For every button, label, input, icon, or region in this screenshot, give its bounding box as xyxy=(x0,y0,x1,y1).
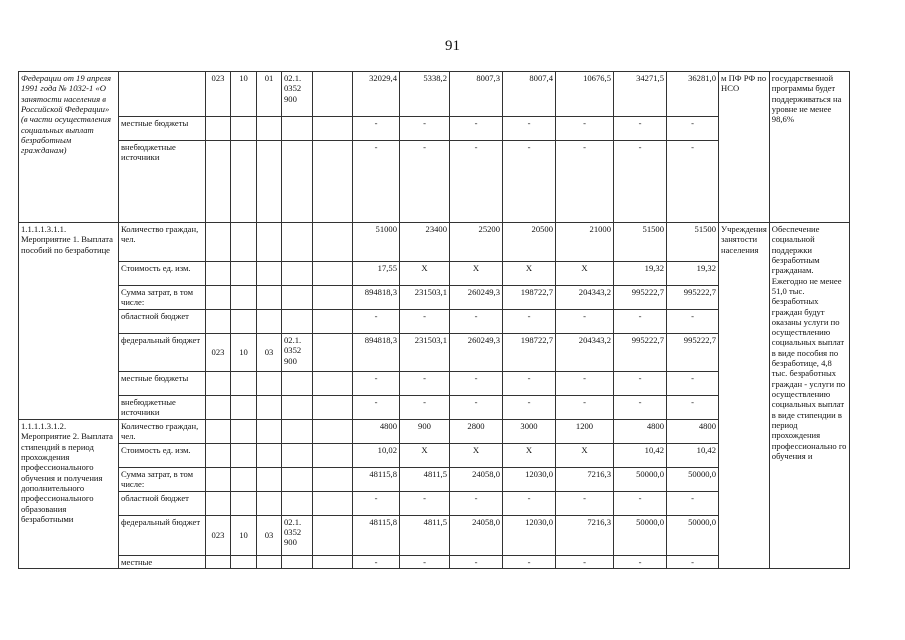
code-cell xyxy=(231,555,257,568)
value-cell: - xyxy=(503,310,556,334)
source-label-cell: областной бюджет xyxy=(119,491,206,515)
code-cell: 03 xyxy=(257,515,282,555)
code-cell xyxy=(206,467,231,491)
value-cell: 7216,3 xyxy=(556,467,614,491)
empty-cell xyxy=(313,420,353,444)
value-cell: 900 xyxy=(400,420,450,444)
value-cell: - xyxy=(667,396,719,420)
code-cell xyxy=(282,310,313,334)
value-cell: - xyxy=(450,491,503,515)
empty-cell xyxy=(313,141,353,223)
value-cell: 23400 xyxy=(400,223,450,262)
value-cell: 10,42 xyxy=(614,443,667,467)
code-cell: 10 xyxy=(231,72,257,117)
value-cell: 260249,3 xyxy=(450,286,503,310)
code-cell xyxy=(282,396,313,420)
value-cell: 4800 xyxy=(667,420,719,444)
value-cell: 36281,0 xyxy=(667,72,719,117)
value-cell: 4800 xyxy=(614,420,667,444)
source-label-cell: внебюджетные источники xyxy=(119,396,206,420)
program-table xyxy=(18,71,850,569)
code-cell: 10 xyxy=(231,515,257,555)
value-cell: X xyxy=(400,443,450,467)
value-cell: - xyxy=(556,141,614,223)
value-cell: X xyxy=(556,443,614,467)
value-cell: 32029,4 xyxy=(353,72,400,117)
code-cell xyxy=(257,372,282,396)
value-cell: - xyxy=(400,491,450,515)
value-cell: - xyxy=(353,372,400,396)
value-cell: - xyxy=(450,555,503,568)
value-cell: 995222,7 xyxy=(614,286,667,310)
value-cell: - xyxy=(353,555,400,568)
code-cell: 01 xyxy=(257,72,282,117)
value-cell: X xyxy=(503,262,556,286)
value-cell: - xyxy=(667,555,719,568)
code-cell: 03 xyxy=(257,334,282,372)
source-label-cell: областной бюджет xyxy=(119,310,206,334)
measure-name-cell: Федерации от 19 апреля 1991 года № 1032-1 «О занятости населения в Российской Федерации» (в части осуществления социальных выплат безработным гражданам) xyxy=(19,72,119,223)
code-cell xyxy=(206,396,231,420)
value-cell: 19,32 xyxy=(667,262,719,286)
code-cell xyxy=(231,262,257,286)
value-cell: 48115,8 xyxy=(353,467,400,491)
value-cell: X xyxy=(400,262,450,286)
value-cell: - xyxy=(503,555,556,568)
empty-cell xyxy=(313,443,353,467)
value-cell: 12030,0 xyxy=(503,467,556,491)
value-cell: - xyxy=(614,555,667,568)
code-cell xyxy=(257,141,282,223)
code-cell xyxy=(257,555,282,568)
value-cell: - xyxy=(556,117,614,141)
code-cell xyxy=(231,223,257,262)
code-cell xyxy=(231,491,257,515)
value-cell: - xyxy=(400,555,450,568)
code-cell: 02.1. 0352 900 xyxy=(282,72,313,117)
result-cell: Обеспечение социальной поддержки безработным гражданам. Ежегодно не менее 51,0 тыс. безработных граждан будут оказаны услуги по осуществлению социальных выплат в виде пособия по безработице, 4,8 тыс. безработных граждан - услуги по осуществлению социальных выплат в виде стипендии в период прохождения профессионально го обучения и xyxy=(769,223,849,569)
value-cell: - xyxy=(450,141,503,223)
value-cell: - xyxy=(400,117,450,141)
value-cell: - xyxy=(556,491,614,515)
value-cell: - xyxy=(614,141,667,223)
value-cell: 7216,3 xyxy=(556,515,614,555)
code-cell xyxy=(282,467,313,491)
code-cell xyxy=(206,286,231,310)
value-cell: 4811,5 xyxy=(400,515,450,555)
measure-name-cell: 1.1.1.1.3.1.2. Мероприятие 2. Выплата стипендий в период прохождения профессионального обучения и получения дополнительного профессионального образования безработными xyxy=(19,420,119,569)
value-cell: - xyxy=(614,396,667,420)
value-cell: X xyxy=(556,262,614,286)
code-cell xyxy=(257,310,282,334)
code-cell xyxy=(282,443,313,467)
code-cell xyxy=(206,372,231,396)
empty-cell xyxy=(313,396,353,420)
value-cell: - xyxy=(556,310,614,334)
code-cell xyxy=(282,141,313,223)
value-cell: 21000 xyxy=(556,223,614,262)
value-cell: 5338,2 xyxy=(400,72,450,117)
value-cell: 12030,0 xyxy=(503,515,556,555)
value-cell: 10,42 xyxy=(667,443,719,467)
value-cell: 995222,7 xyxy=(614,334,667,372)
source-label-cell xyxy=(119,72,206,117)
code-cell xyxy=(257,286,282,310)
value-cell: 19,32 xyxy=(614,262,667,286)
code-cell: 02.1. 0352 900 xyxy=(282,515,313,555)
source-label-cell: внебюджетные источники xyxy=(119,141,206,223)
source-label-cell: Количество граждан, чел. xyxy=(119,223,206,262)
value-cell: X xyxy=(450,443,503,467)
value-cell: 4811,5 xyxy=(400,467,450,491)
value-cell: 231503,1 xyxy=(400,286,450,310)
code-cell xyxy=(231,141,257,223)
code-cell xyxy=(257,467,282,491)
value-cell: - xyxy=(400,310,450,334)
code-cell xyxy=(282,555,313,568)
code-cell xyxy=(206,420,231,444)
source-label-cell: местные бюджеты xyxy=(119,372,206,396)
value-cell: 34271,5 xyxy=(614,72,667,117)
source-label-cell: Количество граждан, чел. xyxy=(119,420,206,444)
code-cell xyxy=(231,467,257,491)
value-cell: 17,55 xyxy=(353,262,400,286)
source-label-cell: федеральный бюджет xyxy=(119,515,206,555)
source-label-cell: местные бюджеты xyxy=(119,117,206,141)
code-cell xyxy=(231,420,257,444)
value-cell: 10,02 xyxy=(353,443,400,467)
code-cell: 10 xyxy=(231,334,257,372)
value-cell: - xyxy=(614,372,667,396)
value-cell: 51500 xyxy=(667,223,719,262)
value-cell: - xyxy=(400,141,450,223)
source-label-cell: Стоимость ед. изм. xyxy=(119,443,206,467)
code-cell xyxy=(257,117,282,141)
code-cell xyxy=(257,491,282,515)
empty-cell xyxy=(313,491,353,515)
code-cell xyxy=(257,396,282,420)
value-cell: 204343,2 xyxy=(556,286,614,310)
value-cell: - xyxy=(400,396,450,420)
value-cell: 894818,3 xyxy=(353,334,400,372)
empty-cell xyxy=(313,286,353,310)
value-cell: 50000,0 xyxy=(667,515,719,555)
value-cell: 231503,1 xyxy=(400,334,450,372)
value-cell: X xyxy=(450,262,503,286)
value-cell: 4800 xyxy=(353,420,400,444)
page-number: 91 xyxy=(445,38,460,54)
value-cell: - xyxy=(667,372,719,396)
empty-cell xyxy=(313,310,353,334)
source-label-cell: Стоимость ед. изм. xyxy=(119,262,206,286)
code-cell xyxy=(206,223,231,262)
value-cell: - xyxy=(450,117,503,141)
value-cell: - xyxy=(503,491,556,515)
value-cell: - xyxy=(614,117,667,141)
code-cell xyxy=(206,443,231,467)
value-cell: 24058,0 xyxy=(450,515,503,555)
code-cell xyxy=(282,372,313,396)
value-cell: - xyxy=(400,372,450,396)
code-cell xyxy=(231,310,257,334)
value-cell: 995222,7 xyxy=(667,286,719,310)
code-cell xyxy=(231,286,257,310)
value-cell: - xyxy=(667,141,719,223)
value-cell: - xyxy=(503,396,556,420)
value-cell: X xyxy=(503,443,556,467)
value-cell: 51500 xyxy=(614,223,667,262)
empty-cell xyxy=(313,223,353,262)
code-cell xyxy=(206,117,231,141)
value-cell: 48115,8 xyxy=(353,515,400,555)
value-cell: - xyxy=(556,555,614,568)
value-cell: 20500 xyxy=(503,223,556,262)
value-cell: 260249,3 xyxy=(450,334,503,372)
code-cell: 023 xyxy=(206,334,231,372)
code-cell xyxy=(282,420,313,444)
empty-cell xyxy=(313,467,353,491)
executor-cell: м ПФ РФ по НСО xyxy=(719,72,770,223)
empty-cell xyxy=(313,72,353,117)
empty-cell xyxy=(313,372,353,396)
empty-cell xyxy=(313,262,353,286)
value-cell: - xyxy=(556,396,614,420)
source-label-cell: федеральный бюджет xyxy=(119,334,206,372)
code-cell xyxy=(231,117,257,141)
value-cell: - xyxy=(353,491,400,515)
value-cell: 8007,3 xyxy=(450,72,503,117)
value-cell: 50000,0 xyxy=(667,467,719,491)
value-cell: - xyxy=(667,491,719,515)
value-cell: 50000,0 xyxy=(614,515,667,555)
value-cell: 3000 xyxy=(503,420,556,444)
code-cell xyxy=(282,262,313,286)
code-cell xyxy=(282,223,313,262)
code-cell xyxy=(231,372,257,396)
value-cell: - xyxy=(450,372,503,396)
empty-cell xyxy=(313,515,353,555)
code-cell xyxy=(206,262,231,286)
value-cell: 198722,7 xyxy=(503,334,556,372)
executor-cell: Учреждения занятости населения xyxy=(719,223,770,569)
table-row xyxy=(19,223,850,262)
value-cell: - xyxy=(503,372,556,396)
code-cell xyxy=(257,223,282,262)
value-cell: 51000 xyxy=(353,223,400,262)
source-label-cell: Сумма затрат, в том числе: xyxy=(119,467,206,491)
value-cell: - xyxy=(667,310,719,334)
value-cell: - xyxy=(353,141,400,223)
code-cell xyxy=(206,555,231,568)
value-cell: - xyxy=(503,141,556,223)
value-cell: - xyxy=(450,396,503,420)
value-cell: - xyxy=(353,396,400,420)
value-cell: - xyxy=(614,310,667,334)
source-label-cell: местные xyxy=(119,555,206,568)
value-cell: 2800 xyxy=(450,420,503,444)
value-cell: - xyxy=(614,491,667,515)
result-cell: государственной программы будет поддерживаться на уровне не менее 98,6% xyxy=(769,72,849,223)
code-cell xyxy=(231,396,257,420)
value-cell: 198722,7 xyxy=(503,286,556,310)
code-cell: 02.1. 0352 900 xyxy=(282,334,313,372)
code-cell xyxy=(231,443,257,467)
code-cell xyxy=(206,141,231,223)
value-cell: - xyxy=(353,310,400,334)
source-label-cell: Сумма затрат, в том числе: xyxy=(119,286,206,310)
code-cell xyxy=(282,491,313,515)
code-cell xyxy=(282,117,313,141)
code-cell xyxy=(206,491,231,515)
value-cell: 8007,4 xyxy=(503,72,556,117)
empty-cell xyxy=(313,334,353,372)
value-cell: - xyxy=(667,117,719,141)
code-cell xyxy=(257,262,282,286)
value-cell: 24058,0 xyxy=(450,467,503,491)
value-cell: 1200 xyxy=(556,420,614,444)
code-cell xyxy=(206,310,231,334)
table-row xyxy=(19,72,850,117)
code-cell xyxy=(257,443,282,467)
code-cell xyxy=(257,420,282,444)
value-cell: 50000,0 xyxy=(614,467,667,491)
empty-cell xyxy=(313,555,353,568)
value-cell: 25200 xyxy=(450,223,503,262)
value-cell: 995222,7 xyxy=(667,334,719,372)
value-cell: 10676,5 xyxy=(556,72,614,117)
value-cell: 894818,3 xyxy=(353,286,400,310)
code-cell: 023 xyxy=(206,515,231,555)
value-cell: - xyxy=(503,117,556,141)
value-cell: 204343,2 xyxy=(556,334,614,372)
value-cell: - xyxy=(353,117,400,141)
value-cell: - xyxy=(556,372,614,396)
measure-name-cell: 1.1.1.1.3.1.1. Мероприятие 1. Выплата пособий по безработице xyxy=(19,223,119,420)
code-cell: 023 xyxy=(206,72,231,117)
code-cell xyxy=(282,286,313,310)
value-cell: - xyxy=(450,310,503,334)
empty-cell xyxy=(313,117,353,141)
